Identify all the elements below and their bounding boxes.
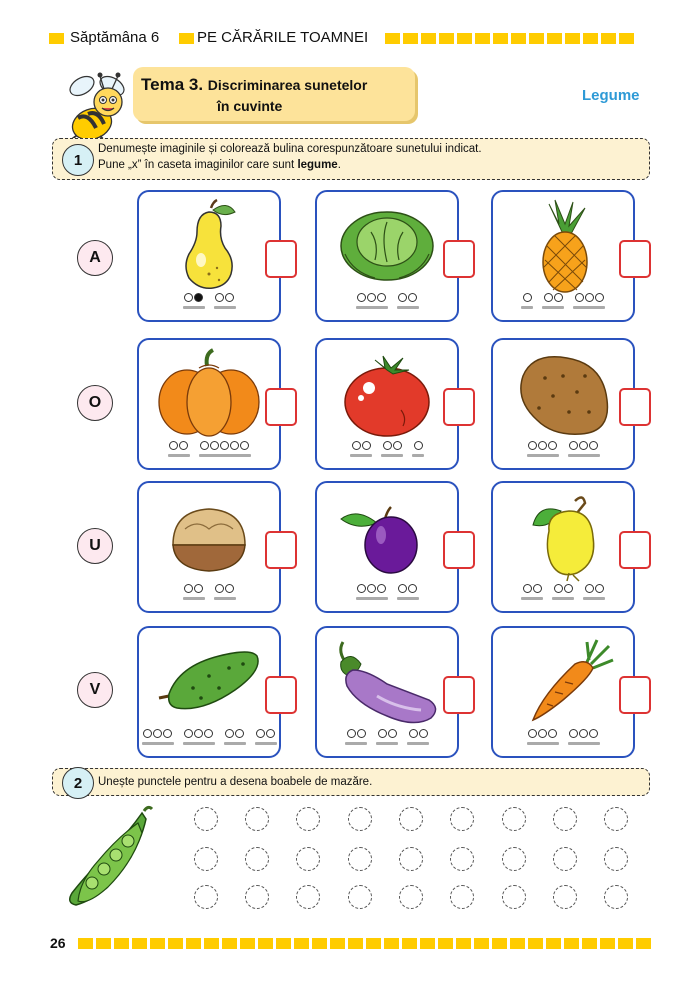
dotted-circle[interactable] [245, 847, 269, 871]
sound-dot[interactable] [184, 584, 193, 593]
sound-group [573, 293, 605, 309]
sound-dot[interactable] [589, 729, 598, 738]
header-square-mid [179, 33, 194, 44]
sound-group [527, 441, 559, 457]
sound-dot[interactable] [377, 293, 386, 302]
dotted-circle[interactable] [450, 885, 474, 909]
yellow-square [510, 938, 525, 949]
yellow-square [258, 938, 273, 949]
sound-dot[interactable] [225, 584, 234, 593]
sound-dot[interactable] [184, 293, 193, 302]
sound-dot[interactable] [215, 293, 224, 302]
sound-group [183, 293, 205, 309]
card-carrot [491, 626, 635, 758]
dotted-circle[interactable] [502, 847, 526, 871]
sound-dot[interactable] [240, 441, 249, 450]
sound-group [521, 584, 543, 600]
syllable-line [168, 454, 190, 457]
checkbox-carrot[interactable] [619, 676, 651, 714]
yellow-square [114, 938, 129, 949]
yellow-square [276, 938, 291, 949]
syllable-line [183, 597, 205, 600]
sound-dot[interactable] [538, 729, 547, 738]
sound-dot[interactable] [595, 293, 604, 302]
syllable-line [356, 306, 388, 309]
syllable-line [224, 742, 246, 745]
sound-group [345, 729, 367, 745]
card-cabbage [315, 190, 459, 322]
subject-label: PE CĂRĂRILE TOAMNEI [197, 29, 369, 46]
dotted-circle[interactable] [348, 807, 372, 831]
sound-group [542, 293, 564, 309]
sound-group [583, 584, 605, 600]
sound-dot[interactable] [544, 293, 553, 302]
syllable-line [527, 742, 559, 745]
sound-group [199, 441, 251, 457]
syllable-line [381, 454, 403, 457]
sound-group [412, 441, 424, 457]
yellow-square [204, 938, 219, 949]
exercise2-number: 2 [62, 767, 94, 799]
card-cucumber [137, 626, 281, 758]
syllable-line [183, 742, 215, 745]
card-tomato [315, 338, 459, 470]
yellow-square [492, 938, 507, 949]
yellow-square [222, 938, 237, 949]
syllable-line [397, 597, 419, 600]
yellow-square [96, 938, 111, 949]
dotted-circle[interactable] [604, 885, 628, 909]
sound-dot[interactable] [266, 729, 275, 738]
sound-dot[interactable] [194, 293, 203, 302]
sound-dot[interactable] [528, 729, 537, 738]
theme-label: Tema 3. [141, 75, 204, 94]
checkbox-pumpkin[interactable] [265, 388, 297, 426]
sound-group [407, 729, 429, 745]
sound-group [183, 584, 205, 600]
dotted-circle[interactable] [296, 807, 320, 831]
syllable-line [350, 454, 372, 457]
pineapple-icon [493, 198, 633, 294]
yellow-square [348, 938, 363, 949]
yellow-square [150, 938, 165, 949]
dotted-circle[interactable] [450, 847, 474, 871]
sound-dots [317, 441, 457, 457]
sound-group [521, 293, 533, 309]
yellow-square [636, 938, 651, 949]
sound-dot[interactable] [579, 441, 588, 450]
sound-group [552, 584, 574, 600]
sound-dots [493, 441, 633, 457]
sound-dot[interactable] [367, 293, 376, 302]
sound-group [168, 441, 190, 457]
row-letter-a: A [77, 240, 113, 276]
carrot-icon [493, 634, 633, 730]
sound-dot[interactable] [569, 729, 578, 738]
syllable-line [356, 597, 388, 600]
yellow-square [601, 33, 616, 44]
syllable-line [183, 306, 205, 309]
yellow-square [294, 938, 309, 949]
syllable-line [255, 742, 277, 745]
row-letter-v: V [77, 672, 113, 708]
sound-dots [493, 729, 633, 745]
syllable-line [521, 306, 533, 309]
syllable-line [412, 454, 424, 457]
walnut-icon [139, 489, 279, 585]
dotted-circle[interactable] [604, 847, 628, 871]
sound-dot[interactable] [347, 729, 356, 738]
dotted-circle[interactable] [502, 807, 526, 831]
yellow-square [529, 33, 544, 44]
card-walnut [137, 481, 281, 613]
sound-dot[interactable] [398, 584, 407, 593]
syllable-line [397, 306, 419, 309]
sound-dot[interactable] [408, 293, 417, 302]
eggplant-icon [317, 634, 457, 730]
page-number: 26 [50, 935, 66, 951]
sound-dot[interactable] [367, 584, 376, 593]
exercise2-text: Unește punctele pentru a desena boabele de mazăre. [98, 776, 373, 788]
sound-dot[interactable] [184, 729, 193, 738]
sound-dots [139, 293, 279, 309]
dotted-circle[interactable] [348, 847, 372, 871]
yellow-square [438, 938, 453, 949]
tomato-icon [317, 346, 457, 442]
dotted-circle[interactable] [553, 807, 577, 831]
yellow-square [546, 938, 561, 949]
checkbox-pear[interactable] [265, 240, 297, 278]
yellow-square [583, 33, 598, 44]
yellow-square [312, 938, 327, 949]
exercise1-line2: Pune „x” în caseta imaginilor care sunt legume. [98, 159, 341, 171]
sound-dot[interactable] [194, 729, 203, 738]
exercise1-text [98, 141, 482, 173]
sound-dot[interactable] [419, 729, 428, 738]
checkbox-cucumber[interactable] [265, 676, 297, 714]
sound-group [568, 729, 600, 745]
card-pineapple [491, 190, 635, 322]
sound-dot[interactable] [523, 293, 532, 302]
yellow-square [528, 938, 543, 949]
yellow-square [475, 33, 490, 44]
yellow-square [547, 33, 562, 44]
syllable-line [376, 742, 398, 745]
sound-dot[interactable] [523, 584, 532, 593]
quince-icon [493, 489, 633, 585]
syllable-line [583, 597, 605, 600]
sound-dot[interactable] [575, 293, 584, 302]
sound-group [224, 729, 246, 745]
checkbox-walnut[interactable] [265, 531, 297, 569]
pea-pod-icon [58, 803, 158, 913]
cabbage-icon [317, 198, 457, 294]
sound-group [527, 729, 559, 745]
dotted-circle[interactable] [296, 847, 320, 871]
sound-dot[interactable] [378, 729, 387, 738]
sound-dot[interactable] [554, 293, 563, 302]
sound-dot[interactable] [230, 441, 239, 450]
sound-dot[interactable] [533, 584, 542, 593]
sound-group [397, 293, 419, 309]
dotted-circle[interactable] [296, 885, 320, 909]
sound-dot[interactable] [225, 729, 234, 738]
sound-dot[interactable] [388, 729, 397, 738]
dotted-circle[interactable] [194, 807, 218, 831]
sound-dot[interactable] [210, 441, 219, 450]
header-squares-right [385, 33, 634, 44]
sound-dot[interactable] [589, 441, 598, 450]
checkbox-pineapple[interactable] [619, 240, 651, 278]
dotted-circle[interactable] [399, 847, 423, 871]
yellow-square [493, 33, 508, 44]
yellow-square [600, 938, 615, 949]
syllable-line [568, 742, 600, 745]
checkbox-cabbage[interactable] [443, 240, 475, 278]
sound-dot[interactable] [383, 441, 392, 450]
sound-group [214, 584, 236, 600]
syllable-line [521, 597, 543, 600]
side-label-legume: Legume [582, 87, 640, 104]
syllable-line [199, 454, 251, 457]
sound-group [183, 729, 215, 745]
yellow-square [456, 938, 471, 949]
header-title [70, 29, 369, 46]
yellow-square [421, 33, 436, 44]
yellow-square [474, 938, 489, 949]
sound-dot[interactable] [548, 729, 557, 738]
pear-icon [139, 198, 279, 294]
dotted-circle[interactable] [450, 807, 474, 831]
sound-dot[interactable] [204, 729, 213, 738]
row-letter-o: O [77, 385, 113, 421]
exercise1-number: 1 [62, 144, 94, 176]
checkbox-eggplant[interactable] [443, 676, 475, 714]
sound-dot[interactable] [153, 729, 162, 738]
sound-dot[interactable] [179, 441, 188, 450]
dotted-circle[interactable] [553, 847, 577, 871]
theme-box [133, 67, 415, 121]
sound-dot[interactable] [143, 729, 152, 738]
sound-dots [139, 441, 279, 457]
sound-dots [493, 293, 633, 309]
sound-dot[interactable] [554, 584, 563, 593]
yellow-square [618, 938, 633, 949]
dotted-circle[interactable] [245, 885, 269, 909]
sound-dot[interactable] [409, 729, 418, 738]
cucumber-icon [139, 634, 279, 730]
syllable-line [214, 306, 236, 309]
sound-dot[interactable] [352, 441, 361, 450]
sound-group [381, 441, 403, 457]
sound-dot[interactable] [585, 293, 594, 302]
card-quince [491, 481, 635, 613]
sound-dot[interactable] [169, 441, 178, 450]
sound-dot[interactable] [215, 584, 224, 593]
pumpkin-icon [139, 346, 279, 442]
card-pear [137, 190, 281, 322]
yellow-square [403, 33, 418, 44]
checkbox-tomato[interactable] [443, 388, 475, 426]
yellow-square [330, 938, 345, 949]
sound-dots [317, 584, 457, 600]
dotted-circle[interactable] [502, 885, 526, 909]
yellow-square [168, 938, 183, 949]
bee-mascot-icon [62, 62, 134, 148]
row-letter-u: U [77, 528, 113, 564]
sound-dot[interactable] [538, 441, 547, 450]
syllable-line [345, 742, 367, 745]
sound-dot[interactable] [585, 584, 594, 593]
sound-group [356, 293, 388, 309]
yellow-square [565, 33, 580, 44]
sound-dot[interactable] [595, 584, 604, 593]
sound-dots [493, 584, 633, 600]
yellow-square [619, 33, 634, 44]
sound-group [397, 584, 419, 600]
yellow-square [582, 938, 597, 949]
yellow-square [457, 33, 472, 44]
card-potato [491, 338, 635, 470]
header-squares-left [49, 33, 64, 44]
theme-title-line2: în cuvinte [217, 98, 283, 114]
sound-dots [317, 729, 457, 745]
yellow-square [511, 33, 526, 44]
yellow-square [78, 938, 93, 949]
sound-dots [139, 584, 279, 600]
syllable-line [527, 454, 559, 457]
dotted-circle[interactable] [399, 807, 423, 831]
footer-squares [78, 938, 651, 949]
sound-group [214, 293, 236, 309]
syllable-line [542, 306, 564, 309]
checkbox-quince[interactable] [619, 531, 651, 569]
syllable-line [568, 454, 600, 457]
sound-group [568, 441, 600, 457]
yellow-square [439, 33, 454, 44]
yellow-square [420, 938, 435, 949]
sound-dot[interactable] [579, 729, 588, 738]
dotted-circle[interactable] [194, 885, 218, 909]
dotted-circle[interactable] [604, 807, 628, 831]
card-plum [315, 481, 459, 613]
sound-dot[interactable] [362, 441, 371, 450]
sound-dot[interactable] [163, 729, 172, 738]
yellow-square [132, 938, 147, 949]
sound-dot[interactable] [357, 584, 366, 593]
sound-dot[interactable] [398, 293, 407, 302]
dotted-circle[interactable] [553, 885, 577, 909]
yellow-square [384, 938, 399, 949]
sound-dot[interactable] [564, 584, 573, 593]
card-eggplant [315, 626, 459, 758]
potato-icon [493, 346, 633, 442]
sound-dot[interactable] [220, 441, 229, 450]
card-pumpkin [137, 338, 281, 470]
syllable-line [407, 742, 429, 745]
dotted-circle[interactable] [245, 807, 269, 831]
yellow-square [564, 938, 579, 949]
sound-dot[interactable] [408, 584, 417, 593]
yellow-square [240, 938, 255, 949]
sound-group [142, 729, 174, 745]
yellow-square [402, 938, 417, 949]
sound-dots [139, 729, 279, 745]
sound-dot[interactable] [225, 293, 234, 302]
sound-dot[interactable] [235, 729, 244, 738]
plum-icon [317, 489, 457, 585]
yellow-square [366, 938, 381, 949]
sound-dot[interactable] [377, 584, 386, 593]
week-label: Săptămâna 6 [70, 29, 160, 46]
syllable-line [142, 742, 174, 745]
yellow-square [186, 938, 201, 949]
sound-dot[interactable] [393, 441, 402, 450]
dotted-circle[interactable] [194, 847, 218, 871]
sound-dot[interactable] [414, 441, 423, 450]
sound-dot[interactable] [548, 441, 557, 450]
theme-title-line1: Discriminarea sunetelor [207, 77, 368, 93]
checkbox-plum[interactable] [443, 531, 475, 569]
sound-dot[interactable] [357, 729, 366, 738]
yellow-square [385, 33, 400, 44]
sound-group [356, 584, 388, 600]
syllable-line [214, 597, 236, 600]
dotted-circle[interactable] [348, 885, 372, 909]
sound-group [376, 729, 398, 745]
sound-dot[interactable] [357, 293, 366, 302]
sound-group [350, 441, 372, 457]
syllable-line [552, 597, 574, 600]
sound-dot[interactable] [194, 584, 203, 593]
sound-dots [317, 293, 457, 309]
checkbox-potato[interactable] [619, 388, 651, 426]
dotted-circle[interactable] [399, 885, 423, 909]
sound-dot[interactable] [256, 729, 265, 738]
sound-dot[interactable] [200, 441, 209, 450]
syllable-line [573, 306, 605, 309]
sound-group [255, 729, 277, 745]
exercise1-line1: Denumește imaginile și colorează bulina corespunzătoare sunetului indicat. [98, 143, 482, 155]
sound-dot[interactable] [569, 441, 578, 450]
sound-dot[interactable] [528, 441, 537, 450]
